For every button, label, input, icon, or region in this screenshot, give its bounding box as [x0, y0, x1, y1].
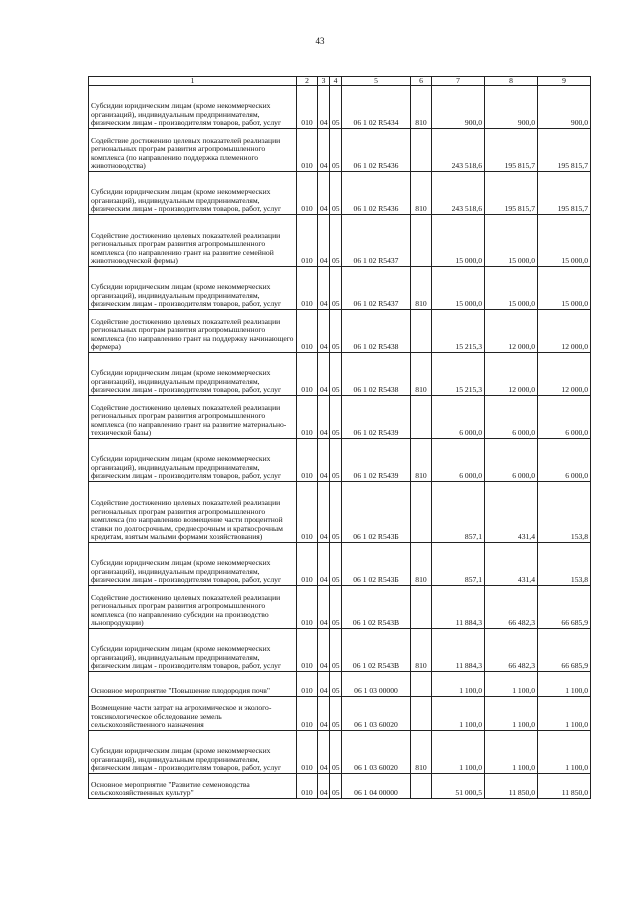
amount-year-2: 12 000,0	[485, 310, 538, 353]
amount-year-1: 1 100,0	[432, 672, 485, 697]
row-name: Субсидии юридическим лицам (кроме некоммерческих организаций), индивидуальным предпринимателям, физическим лицам - производителям товаров, работ, услуг	[89, 172, 297, 215]
section-code: 010	[297, 215, 318, 267]
expense-type-code: 810	[411, 86, 432, 129]
table-row	[89, 774, 591, 799]
amount-year-3: 1 100,0	[538, 697, 591, 731]
row-name: Содействие достижению целевых показателей реализации региональных програм развития агропромышленного комплекса (по направлению грант на поддержку начинающего фермера)	[89, 310, 297, 353]
table-body	[89, 86, 591, 799]
chapter-code: 04	[318, 353, 330, 396]
table-row	[89, 586, 591, 629]
amount-year-3: 153,8	[538, 482, 591, 543]
section-code: 010	[297, 310, 318, 353]
amount-year-1: 15 215,3	[432, 310, 485, 353]
subchapter-code: 05	[330, 439, 342, 482]
target-article-code: 06 1 02 R5439	[342, 439, 411, 482]
chapter-code: 04	[318, 129, 330, 172]
row-name: Содействие достижению целевых показателей реализации региональных програм развития агропромышленного комплекса (по направлению возмещение части процентной ставки по долгосрочным, среднесрочным и краткосрочным кредитам, взятым малыми формами хозяйствования)	[89, 482, 297, 543]
expense-type-code: 810	[411, 172, 432, 215]
amount-year-3: 12 000,0	[538, 310, 591, 353]
chapter-code: 04	[318, 310, 330, 353]
col-header: 4	[330, 77, 342, 86]
table-row	[89, 672, 591, 697]
expense-type-code	[411, 482, 432, 543]
expense-type-code: 810	[411, 439, 432, 482]
amount-year-3: 153,8	[538, 543, 591, 586]
subchapter-code: 05	[330, 672, 342, 697]
subchapter-code: 05	[330, 586, 342, 629]
row-name: Субсидии юридическим лицам (кроме некоммерческих организаций), индивидуальным предпринимателям, физическим лицам - производителям товаров, работ, услуг	[89, 86, 297, 129]
chapter-code: 04	[318, 629, 330, 672]
chapter-code: 04	[318, 774, 330, 799]
expense-type-code: 810	[411, 543, 432, 586]
amount-year-2: 15 000,0	[485, 267, 538, 310]
target-article-code: 06 1 02 R5437	[342, 267, 411, 310]
table-row	[89, 543, 591, 586]
row-name: Содействие достижению целевых показателей реализации региональных програм развития агропромышленного комплекса (по направлению субсидии на производство льнопродукции)	[89, 586, 297, 629]
table-row	[89, 629, 591, 672]
expense-type-code	[411, 310, 432, 353]
amount-year-1: 11 884,3	[432, 629, 485, 672]
amount-year-2: 431,4	[485, 482, 538, 543]
target-article-code: 06 1 02 R5439	[342, 396, 411, 439]
subchapter-code: 05	[330, 353, 342, 396]
table-row	[89, 731, 591, 774]
amount-year-1: 15 000,0	[432, 215, 485, 267]
amount-year-3: 1 100,0	[538, 672, 591, 697]
row-name: Субсидии юридическим лицам (кроме некоммерческих организаций), индивидуальным предпринимателям, физическим лицам - производителям товаров, работ, услуг	[89, 353, 297, 396]
target-article-code: 06 1 02 R543В	[342, 586, 411, 629]
col-header: 7	[432, 77, 485, 86]
col-header: 5	[342, 77, 411, 86]
row-name: Возмещение части затрат на агрохимическое и эколого-токсикологическое обследование земель сельскохозяйственного назначения	[89, 697, 297, 731]
table-row	[89, 697, 591, 731]
section-code: 010	[297, 697, 318, 731]
expense-type-code: 810	[411, 353, 432, 396]
amount-year-1: 900,0	[432, 86, 485, 129]
section-code: 010	[297, 267, 318, 310]
amount-year-2: 195 815,7	[485, 172, 538, 215]
subchapter-code: 05	[330, 267, 342, 310]
amount-year-1: 857,1	[432, 543, 485, 586]
target-article-code: 06 1 02 R5434	[342, 86, 411, 129]
amount-year-3: 15 000,0	[538, 215, 591, 267]
table-row	[89, 439, 591, 482]
expense-type-code	[411, 396, 432, 439]
target-article-code: 06 1 04 00000	[342, 774, 411, 799]
row-name: Субсидии юридическим лицам (кроме некоммерческих организаций), индивидуальным предпринимателям, физическим лицам - производителям товаров, работ, услуг	[89, 731, 297, 774]
chapter-code: 04	[318, 543, 330, 586]
amount-year-1: 11 884,3	[432, 586, 485, 629]
expense-type-code	[411, 586, 432, 629]
table-row	[89, 482, 591, 543]
section-code: 010	[297, 172, 318, 215]
chapter-code: 04	[318, 396, 330, 439]
section-code: 010	[297, 774, 318, 799]
col-header: 9	[538, 77, 591, 86]
row-name: Субсидии юридическим лицам (кроме некоммерческих организаций), индивидуальным предпринимателям, физическим лицам - производителям товаров, работ, услуг	[89, 629, 297, 672]
amount-year-3: 195 815,7	[538, 129, 591, 172]
chapter-code: 04	[318, 172, 330, 215]
table-row	[89, 310, 591, 353]
table-row	[89, 86, 591, 129]
table-row	[89, 396, 591, 439]
target-article-code: 06 1 03 60020	[342, 697, 411, 731]
row-name: Содействие достижению целевых показателей реализации региональных програм развития агропромышленного комплекса (по направлению грант на развитие семейной животноводческой фермы)	[89, 215, 297, 267]
section-code: 010	[297, 439, 318, 482]
table-row	[89, 172, 591, 215]
amount-year-2: 11 850,0	[485, 774, 538, 799]
amount-year-1: 6 000,0	[432, 396, 485, 439]
expense-type-code: 810	[411, 629, 432, 672]
chapter-code: 04	[318, 86, 330, 129]
chapter-code: 04	[318, 482, 330, 543]
subchapter-code: 05	[330, 543, 342, 586]
amount-year-1: 243 518,6	[432, 172, 485, 215]
target-article-code: 06 1 02 R543Б	[342, 543, 411, 586]
amount-year-2: 66 482,3	[485, 629, 538, 672]
subchapter-code: 05	[330, 86, 342, 129]
row-name: Субсидии юридическим лицам (кроме некоммерческих организаций), индивидуальным предпринимателям, физическим лицам - производителям товаров, работ, услуг	[89, 543, 297, 586]
expense-type-code	[411, 215, 432, 267]
amount-year-1: 51 000,5	[432, 774, 485, 799]
amount-year-2: 900,0	[485, 86, 538, 129]
col-header: 8	[485, 77, 538, 86]
section-code: 010	[297, 731, 318, 774]
expense-type-code: 810	[411, 731, 432, 774]
amount-year-2: 15 000,0	[485, 215, 538, 267]
section-code: 010	[297, 586, 318, 629]
table-row	[89, 129, 591, 172]
row-name: Содействие достижению целевых показателей реализации региональных програм развития агропромышленного комплекса (по направлению грант на развитие материально-технической базы)	[89, 396, 297, 439]
expense-type-code	[411, 672, 432, 697]
col-header: 1	[89, 77, 297, 86]
amount-year-2: 66 482,3	[485, 586, 538, 629]
amount-year-3: 66 685,9	[538, 586, 591, 629]
col-header: 6	[411, 77, 432, 86]
col-header: 2	[297, 77, 318, 86]
chapter-code: 04	[318, 731, 330, 774]
chapter-code: 04	[318, 672, 330, 697]
subchapter-code: 05	[330, 396, 342, 439]
chapter-code: 04	[318, 215, 330, 267]
amount-year-1: 15 000,0	[432, 267, 485, 310]
target-article-code: 06 1 02 R5438	[342, 353, 411, 396]
amount-year-3: 1 100,0	[538, 731, 591, 774]
chapter-code: 04	[318, 439, 330, 482]
subchapter-code: 05	[330, 215, 342, 267]
amount-year-2: 195 815,7	[485, 129, 538, 172]
amount-year-2: 6 000,0	[485, 396, 538, 439]
target-article-code: 06 1 02 R543В	[342, 629, 411, 672]
subchapter-code: 05	[330, 129, 342, 172]
target-article-code: 06 1 02 R5438	[342, 310, 411, 353]
amount-year-3: 11 850,0	[538, 774, 591, 799]
section-code: 010	[297, 396, 318, 439]
section-code: 010	[297, 672, 318, 697]
amount-year-1: 1 100,0	[432, 731, 485, 774]
target-article-code: 06 1 02 R543Б	[342, 482, 411, 543]
row-name: Содействие достижению целевых показателей реализации региональных програм развития агропромышленного комплекса (по направлению поддержка племенного животноводства)	[89, 129, 297, 172]
section-code: 010	[297, 129, 318, 172]
page-number: 43	[315, 36, 325, 46]
amount-year-2: 1 100,0	[485, 697, 538, 731]
amount-year-1: 15 215,3	[432, 353, 485, 396]
amount-year-2: 1 100,0	[485, 672, 538, 697]
amount-year-1: 6 000,0	[432, 439, 485, 482]
target-article-code: 06 1 02 R5436	[342, 129, 411, 172]
amount-year-3: 900,0	[538, 86, 591, 129]
subchapter-code: 05	[330, 774, 342, 799]
amount-year-2: 6 000,0	[485, 439, 538, 482]
amount-year-3: 6 000,0	[538, 396, 591, 439]
budget-table	[88, 76, 591, 799]
amount-year-1: 857,1	[432, 482, 485, 543]
row-name: Основное мероприятие "Повышение плодородия почв"	[89, 672, 297, 697]
subchapter-code: 05	[330, 697, 342, 731]
row-name: Субсидии юридическим лицам (кроме некоммерческих организаций), индивидуальным предпринимателям, физическим лицам - производителям товаров, работ, услуг	[89, 439, 297, 482]
section-code: 010	[297, 629, 318, 672]
row-name: Субсидии юридическим лицам (кроме некоммерческих организаций), индивидуальным предпринимателям, физическим лицам - производителям товаров, работ, услуг	[89, 267, 297, 310]
amount-year-2: 431,4	[485, 543, 538, 586]
amount-year-3: 15 000,0	[538, 267, 591, 310]
expense-type-code	[411, 697, 432, 731]
table-row	[89, 353, 591, 396]
chapter-code: 04	[318, 697, 330, 731]
section-code: 010	[297, 543, 318, 586]
subchapter-code: 05	[330, 482, 342, 543]
target-article-code: 06 1 02 R5436	[342, 172, 411, 215]
target-article-code: 06 1 03 00000	[342, 672, 411, 697]
table-row	[89, 215, 591, 267]
chapter-code: 04	[318, 267, 330, 310]
col-header: 3	[318, 77, 330, 86]
table-row	[89, 267, 591, 310]
subchapter-code: 05	[330, 172, 342, 215]
subchapter-code: 05	[330, 629, 342, 672]
amount-year-3: 195 815,7	[538, 172, 591, 215]
section-code: 010	[297, 482, 318, 543]
amount-year-3: 66 685,9	[538, 629, 591, 672]
subchapter-code: 05	[330, 310, 342, 353]
target-article-code: 06 1 03 60020	[342, 731, 411, 774]
amount-year-2: 1 100,0	[485, 731, 538, 774]
amount-year-3: 12 000,0	[538, 353, 591, 396]
expense-type-code	[411, 774, 432, 799]
section-code: 010	[297, 86, 318, 129]
row-name: Основное мероприятие "Развитие семеноводства сельскохозяйственных культур"	[89, 774, 297, 799]
expense-type-code	[411, 129, 432, 172]
section-code: 010	[297, 353, 318, 396]
target-article-code: 06 1 02 R5437	[342, 215, 411, 267]
amount-year-3: 6 000,0	[538, 439, 591, 482]
amount-year-1: 1 100,0	[432, 697, 485, 731]
amount-year-1: 243 518,6	[432, 129, 485, 172]
chapter-code: 04	[318, 586, 330, 629]
expense-type-code: 810	[411, 267, 432, 310]
amount-year-2: 12 000,0	[485, 353, 538, 396]
header-row	[89, 77, 591, 86]
subchapter-code: 05	[330, 731, 342, 774]
